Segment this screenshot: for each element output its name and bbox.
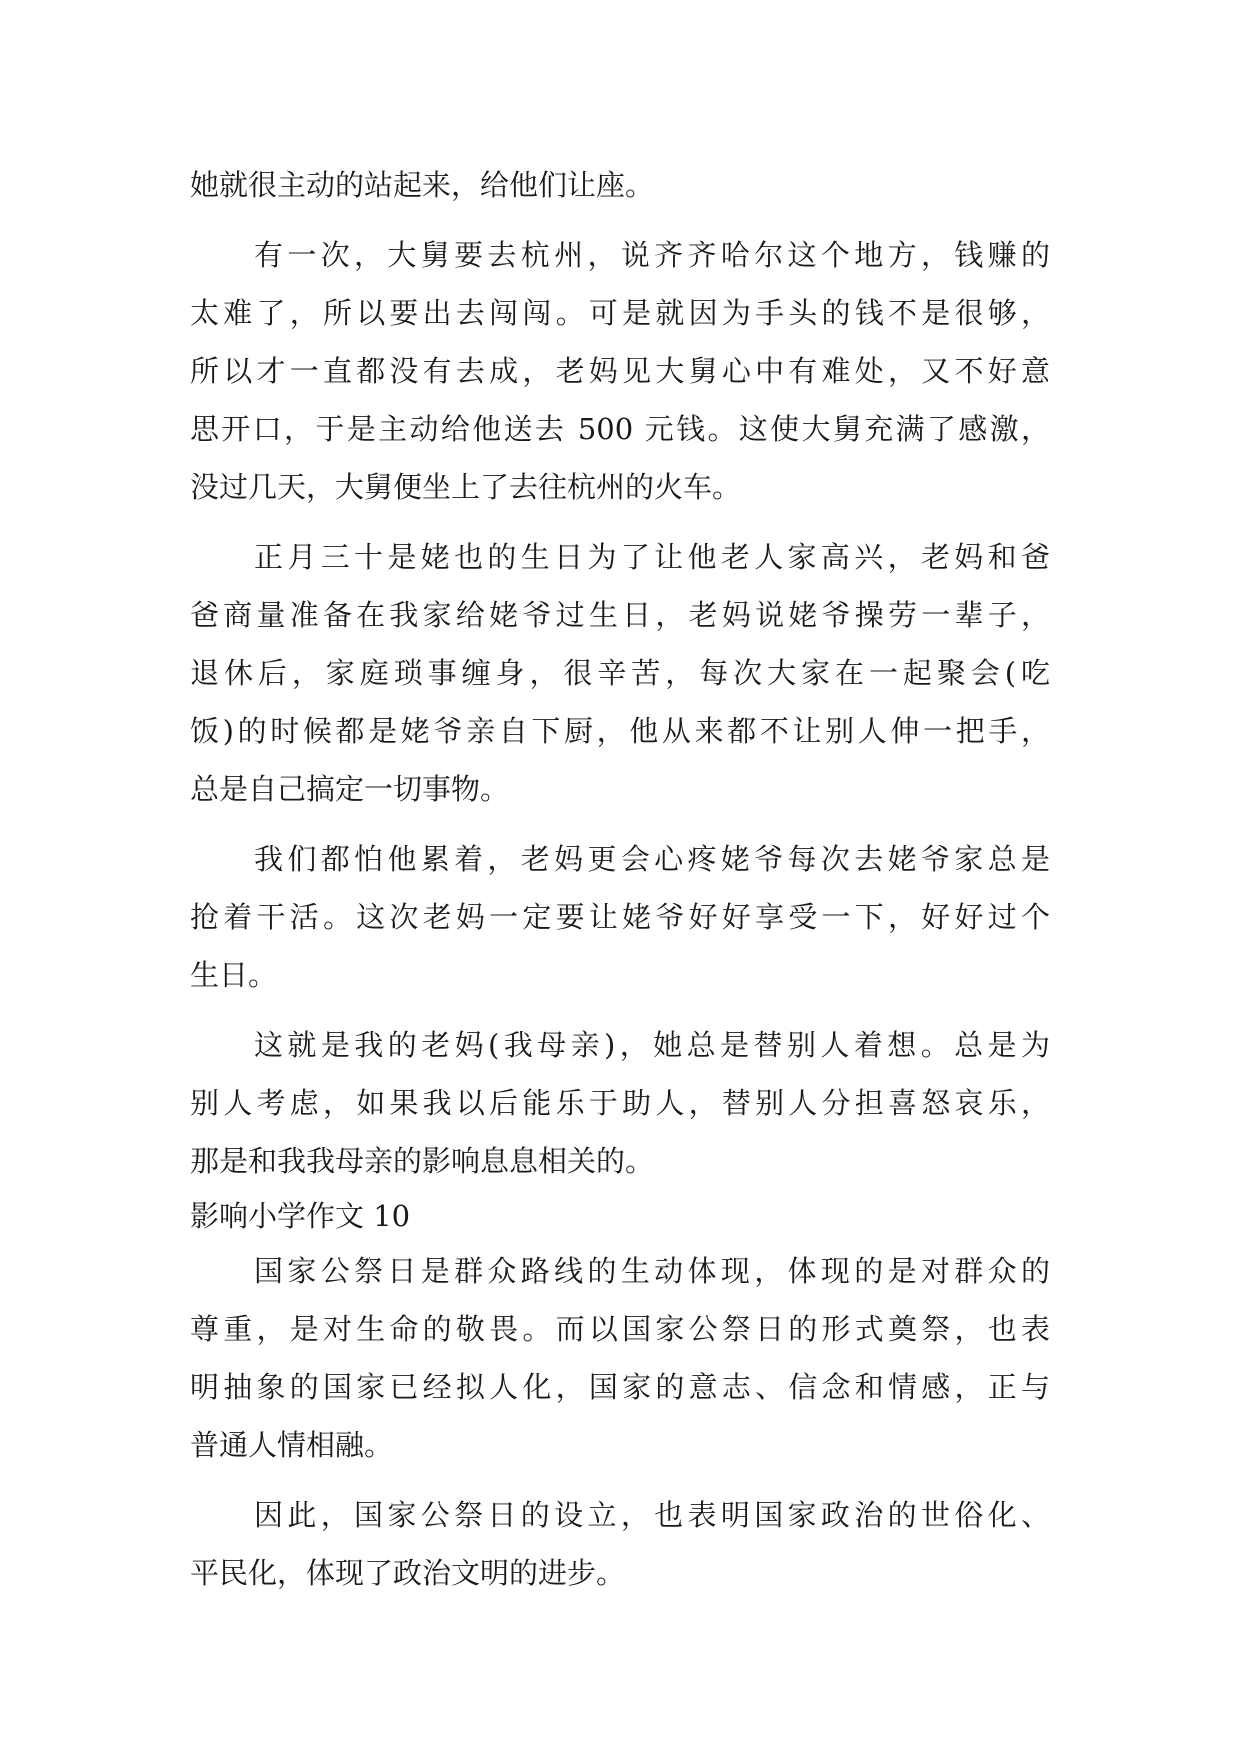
paragraph (190, 1486, 1050, 1602)
paragraph-line: 有一次，大舅要去杭州，说齐齐哈尔这个地方，钱赚的 (254, 238, 1050, 272)
paragraph-line: 退休后，家庭琐事缠身，很辛苦，每次大家在一起聚会(吃 (190, 656, 1050, 690)
paragraph (190, 226, 1050, 516)
paragraph-line: 平民化，体现了政治文明的进步。 (190, 1556, 626, 1590)
paragraph-line: 我们都怕他累着，老妈更会心疼姥爷每次去姥爷家总是 (254, 842, 1050, 876)
paragraph-line: 别人考虑，如果我以后能乐于助人，替别人分担喜怒哀乐， (190, 1086, 1050, 1120)
paragraph-line: 那是和我我母亲的影响息息相关的。 (190, 1144, 655, 1178)
paragraph-line: 这就是我的老妈(我母亲)，她总是替别人着想。总是为 (254, 1028, 1050, 1062)
paragraph-line: 抢着干活。这次老妈一定要让姥爷好好享受一下，好好过个 (190, 900, 1050, 934)
paragraph-line: 正月三十是姥也的生日为了让他老人家高兴，老妈和爸 (254, 540, 1050, 574)
paragraph-spacer (190, 214, 1050, 226)
paragraph (190, 1242, 1050, 1474)
paragraph-line: 爸商量准备在我家给姥爷过生日，老妈说姥爷操劳一辈子， (190, 598, 1050, 632)
section-heading: 影响小学作文 10 (190, 1199, 411, 1233)
paragraph (190, 156, 1050, 214)
paragraph-line: 饭)的时候都是姥爷亲自下厨，他从来都不让别人伸一把手， (190, 714, 1050, 748)
paragraph (190, 528, 1050, 818)
paragraph-line: 明抽象的国家已经拟人化，国家的意志、信念和情感，正与 (190, 1370, 1050, 1404)
paragraph-line: 没过几天，大舅便坐上了去往杭州的火车。 (190, 470, 742, 504)
document-body (190, 156, 1050, 1602)
paragraph-line: 尊重，是对生命的敬畏。而以国家公祭日的形式奠祭，也表 (190, 1312, 1050, 1346)
paragraph-line: 所以才一直都没有去成，老妈见大舅心中有难处，又不好意 (190, 354, 1050, 388)
paragraph-line: 思开口，于是主动给他送去 500 元钱。这使大舅充满了感激， (190, 412, 1050, 446)
paragraph-spacer (190, 818, 1050, 830)
paragraph (190, 1016, 1050, 1190)
paragraph-spacer (190, 1004, 1050, 1016)
paragraph-spacer (190, 516, 1050, 528)
paragraph-line: 总是自己搞定一切事物。 (190, 772, 510, 806)
paragraph (190, 830, 1050, 1004)
paragraph-spacer (190, 1474, 1050, 1486)
paragraph-line: 生日。 (190, 958, 278, 992)
paragraph-line: 她就很主动的站起来，给他们让座。 (190, 168, 655, 202)
paragraph-line: 国家公祭日是群众路线的生动体现，体现的是对群众的 (254, 1254, 1050, 1288)
paragraph-line: 因此，国家公祭日的设立，也表明国家政治的世俗化、 (254, 1498, 1050, 1532)
paragraph-line: 普通人情相融。 (190, 1428, 394, 1462)
paragraph-line: 太难了，所以要出去闯闯。可是就因为手头的钱不是很够， (190, 296, 1050, 330)
